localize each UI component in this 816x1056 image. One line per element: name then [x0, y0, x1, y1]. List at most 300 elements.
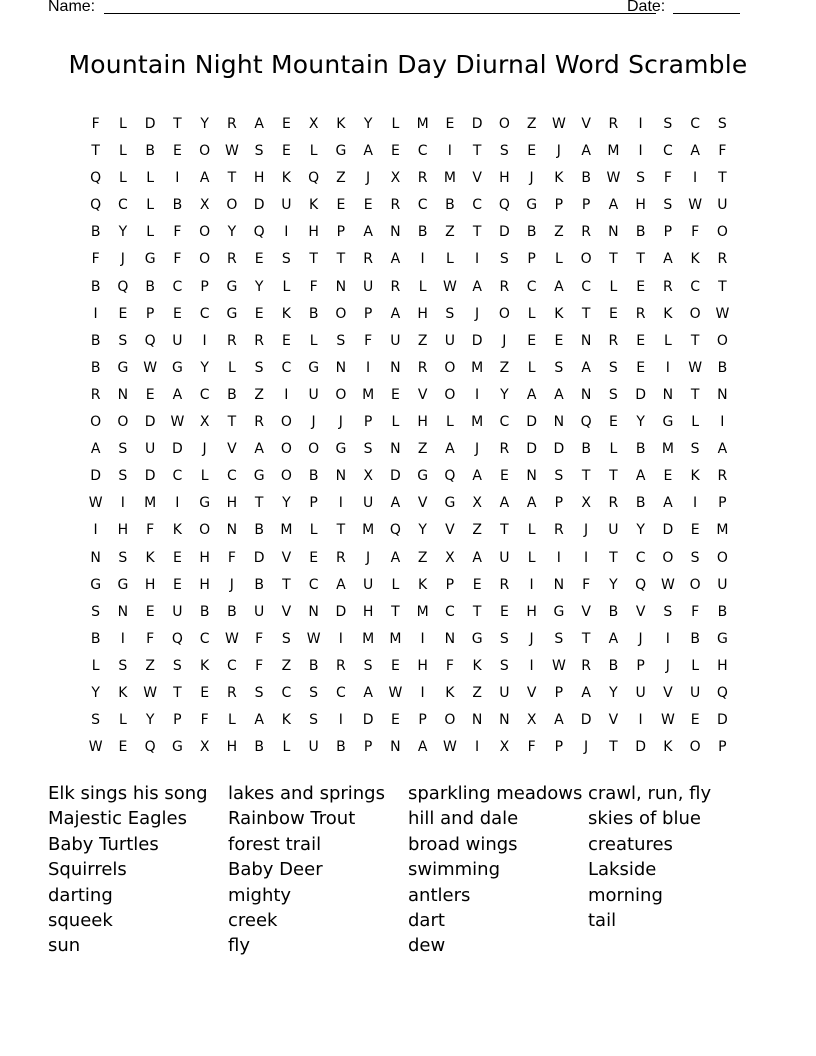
- grid-letter: W: [170, 414, 185, 431]
- grid-letter: G: [471, 630, 483, 647]
- grid-letter: N: [499, 712, 510, 729]
- grid-letter: O: [335, 386, 347, 403]
- word-bank: [48, 781, 768, 959]
- grid-letter: T: [718, 170, 727, 187]
- grid-letter: E: [690, 522, 700, 539]
- grid-letter: F: [173, 251, 182, 268]
- grid-letter: S: [499, 251, 509, 268]
- grid-letter: T: [581, 630, 591, 647]
- grid-letter: E: [281, 332, 291, 349]
- grid-letter: L: [691, 414, 700, 431]
- grid-letter: O: [498, 116, 510, 132]
- grid-letter: S: [118, 657, 128, 674]
- grid-letter: C: [199, 386, 210, 403]
- grid-letter: U: [717, 576, 728, 593]
- grid-letter: R: [90, 386, 101, 403]
- grid-letter: L: [118, 116, 127, 132]
- grid-letter: I: [175, 170, 180, 187]
- grid-letter: N: [117, 603, 129, 620]
- grid-letter: U: [308, 386, 319, 403]
- grid-letter: T: [609, 549, 618, 566]
- grid-letter: E: [172, 305, 182, 322]
- grid-letter: F: [309, 278, 318, 295]
- grid-letter: Q: [117, 278, 129, 295]
- date-blank-line: [673, 13, 740, 14]
- grid-letter: Y: [145, 712, 155, 729]
- grid-row: [82, 412, 736, 439]
- grid-letter: A: [663, 495, 673, 512]
- grid-letter: Q: [308, 170, 320, 187]
- grid-letter: R: [635, 305, 646, 322]
- grid-letter: N: [662, 386, 674, 403]
- grid-letter: Z: [281, 657, 292, 674]
- grid-letter: H: [717, 657, 728, 674]
- grid-letter: A: [472, 468, 482, 485]
- grid-letter: A: [554, 278, 564, 295]
- grid-letter: S: [554, 630, 564, 647]
- grid-letter: R: [363, 251, 373, 268]
- grid-letter: A: [254, 116, 264, 132]
- grid-letter: Z: [417, 332, 428, 349]
- grid-letter: T: [254, 495, 264, 512]
- grid-letter: M: [716, 522, 729, 539]
- word-item: Elk sings his song: [48, 783, 208, 804]
- grid-letter: J: [120, 251, 125, 268]
- grid-letter: O: [716, 332, 728, 349]
- grid-letter: U: [308, 739, 319, 756]
- grid-letter: O: [689, 305, 701, 322]
- grid-letter: H: [417, 414, 428, 431]
- grid-letter: A: [581, 684, 591, 701]
- grid-letter: S: [281, 251, 291, 268]
- grid-letter: B: [308, 468, 319, 485]
- grid-letter: B: [227, 386, 237, 403]
- word-item: Rainbow Trout: [228, 808, 356, 830]
- grid-letter: Z: [254, 386, 264, 403]
- grid-letter: U: [145, 441, 156, 458]
- grid-letter: Z: [472, 684, 482, 701]
- grid-letter: C: [172, 468, 183, 485]
- grid-letter: I: [120, 495, 125, 512]
- grid-letter: V: [581, 116, 591, 132]
- grid-letter: H: [499, 170, 510, 187]
- grid-letter: N: [717, 386, 728, 403]
- grid-letter: O: [444, 386, 456, 403]
- grid-letter: B: [608, 603, 619, 620]
- grid-letter: G: [716, 630, 728, 647]
- grid-letter: J: [475, 305, 480, 322]
- grid-letter: I: [338, 712, 343, 729]
- grid-row: [82, 548, 736, 575]
- grid-letter: T: [690, 386, 700, 403]
- grid-letter: G: [553, 603, 565, 620]
- grid-letter: H: [226, 495, 238, 512]
- grid-row: [82, 439, 736, 466]
- grid-letter: I: [447, 143, 452, 160]
- grid-letter: W: [715, 305, 730, 322]
- grid-letter: C: [499, 414, 510, 431]
- grid-letter: Y: [636, 414, 645, 431]
- grid-letter: I: [665, 630, 670, 647]
- grid-letter: T: [173, 684, 182, 701]
- grid-letter: R: [254, 414, 264, 431]
- grid-letter: N: [444, 630, 456, 647]
- worksheet-header: [48, 0, 748, 20]
- grid-letter: C: [526, 278, 537, 295]
- grid-letter: Q: [90, 197, 102, 214]
- grid-letter: V: [281, 603, 292, 620]
- grid-letter: A: [445, 441, 455, 458]
- grid-letter: T: [690, 332, 700, 349]
- word-item: antlers: [408, 884, 471, 906]
- grid-letter: N: [390, 441, 401, 458]
- grid-letter: Q: [144, 332, 156, 349]
- grid-letter: M: [607, 143, 620, 160]
- grid-letter: C: [417, 143, 428, 160]
- grid-letter: H: [117, 522, 129, 539]
- word-item: Lakside: [588, 859, 657, 881]
- grid-letter: O: [199, 251, 211, 268]
- grid-letter: B: [336, 739, 346, 756]
- grid-letter: R: [581, 657, 591, 674]
- grid-letter: G: [171, 359, 183, 376]
- grid-letter: B: [90, 278, 101, 295]
- grid-letter: I: [529, 576, 534, 593]
- grid-letter: C: [199, 305, 210, 322]
- grid-letter: L: [391, 414, 400, 431]
- grid-letter: E: [172, 143, 182, 160]
- grid-letter: F: [255, 630, 264, 647]
- grid-letter: U: [608, 522, 619, 539]
- grid-letter: U: [717, 197, 728, 214]
- grid-letter: S: [663, 197, 673, 214]
- grid-letter: E: [336, 197, 346, 214]
- grid-letter: F: [91, 116, 100, 132]
- grid-letter: P: [336, 224, 346, 241]
- grid-letter: J: [638, 630, 643, 647]
- grid-letter: F: [200, 712, 209, 729]
- grid-letter: L: [527, 359, 536, 376]
- grid-letter: X: [472, 495, 482, 512]
- grid-letter: K: [309, 197, 319, 214]
- grid-letter: C: [226, 468, 237, 485]
- grid-letter: S: [281, 630, 291, 647]
- grid-letter: T: [609, 251, 618, 268]
- grid-letter: C: [226, 657, 237, 674]
- grid-letter: L: [609, 441, 618, 458]
- grid-letter: E: [527, 332, 537, 349]
- grid-letter: W: [688, 359, 703, 376]
- grid-letter: A: [390, 495, 401, 512]
- grid-letter: H: [226, 739, 238, 756]
- grid-letter: X: [199, 739, 210, 756]
- grid-letter: D: [716, 712, 728, 729]
- grid-letter: Q: [498, 197, 510, 214]
- grid-letter: A: [526, 386, 537, 403]
- grid-letter: X: [308, 116, 319, 132]
- grid-letter: F: [663, 170, 672, 187]
- grid-letter: S: [663, 116, 673, 132]
- grid-letter: J: [338, 414, 343, 431]
- grid-letter: L: [527, 305, 536, 322]
- grid-letter: T: [581, 468, 591, 485]
- grid-letter: T: [91, 143, 100, 160]
- grid-letter: G: [335, 441, 347, 458]
- grid-letter: E: [390, 143, 400, 160]
- grid-letter: R: [336, 549, 346, 566]
- grid-letter: X: [526, 712, 537, 729]
- word-item: fly: [228, 935, 250, 957]
- grid-letter: W: [660, 712, 675, 729]
- grid-letter: Z: [417, 549, 428, 566]
- grid-letter: J: [665, 657, 670, 674]
- grid-letter: T: [282, 576, 291, 593]
- grid-letter: A: [581, 359, 591, 376]
- grid-letter: E: [445, 116, 455, 132]
- grid-letter: J: [556, 143, 561, 160]
- grid-letter: L: [527, 549, 536, 566]
- grid-letter: D: [553, 441, 565, 458]
- grid-letter: A: [390, 251, 401, 268]
- grid-letter: J: [584, 522, 589, 539]
- grid-letter: O: [580, 251, 592, 268]
- grid-letter: C: [417, 197, 428, 214]
- grid-letter: K: [690, 468, 700, 485]
- grid-letter: H: [144, 576, 156, 593]
- grid-letter: E: [499, 603, 509, 620]
- grid-letter: I: [720, 414, 725, 431]
- grid-letter: E: [499, 468, 509, 485]
- grid-letter: J: [229, 576, 234, 593]
- word-item: lakes and springs: [228, 783, 385, 804]
- word-item: Majestic Eagles: [48, 808, 187, 830]
- grid-letter: L: [118, 143, 127, 160]
- grid-letter: G: [117, 359, 129, 376]
- grid-letter: U: [363, 576, 374, 593]
- grid-row: [82, 114, 736, 141]
- grid-letter: A: [254, 441, 264, 458]
- grid-letter: P: [554, 739, 564, 756]
- grid-letter: A: [363, 684, 373, 701]
- grid-letter: E: [390, 712, 400, 729]
- grid-letter: R: [227, 684, 237, 701]
- grid-letter: K: [281, 712, 291, 729]
- grid-letter: S: [118, 468, 128, 485]
- grid-letter: M: [280, 522, 293, 539]
- grid-letter: M: [144, 495, 157, 512]
- grid-letter: K: [118, 684, 128, 701]
- grid-letter: H: [635, 197, 646, 214]
- grid-letter: B: [635, 441, 646, 458]
- word-item: broad wings: [408, 833, 518, 855]
- grid-letter: D: [144, 414, 156, 431]
- grid-letter: O: [117, 414, 129, 431]
- grid-letter: O: [199, 522, 211, 539]
- grid-letter: N: [580, 332, 592, 349]
- grid-letter: N: [308, 603, 319, 620]
- grid-letter: D: [662, 522, 674, 539]
- grid-letter: P: [173, 712, 182, 729]
- grid-letter: S: [608, 386, 618, 403]
- grid-letter: H: [417, 305, 428, 322]
- grid-letter: V: [663, 684, 673, 701]
- grid-letter: B: [90, 359, 101, 376]
- grid-letter: O: [716, 224, 728, 241]
- word-item: sun: [48, 935, 81, 957]
- grid-letter: R: [499, 441, 510, 458]
- grid-letter: H: [199, 576, 210, 593]
- grid-letter: X: [581, 495, 591, 512]
- grid-letter: F: [364, 332, 373, 349]
- grid-letter: Q: [635, 576, 647, 593]
- grid-letter: Q: [716, 684, 728, 701]
- grid-letter: Z: [526, 116, 537, 132]
- grid-letter: G: [308, 359, 320, 376]
- grid-letter: K: [690, 251, 700, 268]
- grid-letter: G: [90, 576, 102, 593]
- grid-letter: T: [336, 522, 346, 539]
- grid-letter: S: [91, 712, 101, 729]
- grid-row: [82, 331, 736, 358]
- grid-letter: Q: [90, 170, 102, 187]
- grid-letter: F: [691, 603, 700, 620]
- grid-letter: A: [336, 576, 346, 593]
- grid-letter: R: [554, 522, 564, 539]
- grid-letter: G: [226, 305, 238, 322]
- word-item: crawl, run, fly: [588, 783, 712, 804]
- grid-letter: D: [144, 116, 156, 132]
- grid-letter: I: [120, 630, 125, 647]
- grid-letter: Q: [444, 468, 456, 485]
- grid-letter: E: [527, 143, 537, 160]
- grid-letter: I: [420, 684, 425, 701]
- grid-letter: E: [636, 359, 646, 376]
- grid-letter: S: [309, 684, 319, 701]
- grid-letter: B: [172, 197, 183, 214]
- grid-letter: B: [581, 441, 591, 458]
- grid-row: [82, 575, 736, 602]
- grid-letter: S: [636, 170, 646, 187]
- grid-letter: L: [118, 170, 127, 187]
- grid-letter: D: [526, 441, 538, 458]
- grid-letter: U: [690, 684, 701, 701]
- grid-letter: I: [556, 549, 561, 566]
- grid-letter: B: [417, 224, 428, 241]
- grid-letter: C: [690, 116, 701, 132]
- grid-letter: B: [635, 495, 646, 512]
- grid-letter: Q: [580, 414, 592, 431]
- grid-letter: W: [442, 739, 457, 756]
- grid-letter: G: [144, 251, 156, 268]
- grid-letter: E: [636, 278, 646, 295]
- grid-letter: P: [445, 576, 455, 593]
- grid-letter: I: [420, 251, 425, 268]
- grid-letter: D: [635, 739, 647, 756]
- grid-letter: F: [91, 251, 100, 268]
- grid-letter: I: [638, 143, 643, 160]
- grid-letter: I: [175, 495, 180, 512]
- word-item: skies of blue: [588, 808, 701, 830]
- grid-letter: F: [527, 739, 536, 756]
- grid-letter: L: [554, 251, 563, 268]
- grid-letter: L: [200, 468, 209, 485]
- grid-letter: G: [444, 495, 456, 512]
- grid-letter: K: [145, 549, 155, 566]
- grid-letter: T: [227, 414, 237, 431]
- grid-letter: V: [526, 684, 537, 701]
- grid-letter: P: [200, 278, 209, 295]
- grid-letter: T: [472, 603, 482, 620]
- grid-letter: W: [388, 684, 403, 701]
- word-item: tail: [588, 910, 617, 932]
- word-item: Squirrels: [48, 859, 127, 881]
- grid-letter: G: [526, 197, 538, 214]
- grid-letter: K: [445, 684, 455, 701]
- grid-letter: L: [691, 657, 700, 674]
- grid-letter: K: [200, 657, 210, 674]
- grid-letter: V: [608, 712, 619, 729]
- grid-letter: A: [199, 170, 210, 187]
- grid-letter: E: [200, 684, 210, 701]
- word-item: swimming: [408, 859, 501, 881]
- grid-letter: J: [529, 630, 534, 647]
- grid-letter: R: [390, 278, 401, 295]
- grid-letter: O: [90, 414, 102, 431]
- grid-letter: T: [173, 116, 182, 132]
- grid-letter: O: [280, 441, 292, 458]
- grid-letter: Y: [500, 386, 509, 403]
- grid-letter: C: [690, 278, 701, 295]
- grid-letter: P: [718, 495, 727, 512]
- grid-letter: O: [199, 224, 211, 241]
- grid-row: [82, 222, 736, 249]
- grid-letter: S: [690, 549, 700, 566]
- grid-letter: Z: [499, 359, 510, 376]
- grid-letter: A: [663, 251, 673, 268]
- grid-letter: L: [309, 332, 318, 349]
- grid-letter: Q: [144, 739, 156, 756]
- name-blank-line: [104, 13, 656, 14]
- grid-letter: I: [665, 359, 670, 376]
- grid-letter: X: [199, 197, 210, 214]
- grid-letter: I: [475, 386, 480, 403]
- grid-letter: D: [635, 386, 647, 403]
- grid-letter: L: [391, 576, 400, 593]
- grid-letter: L: [227, 712, 236, 729]
- grid-letter: G: [335, 143, 347, 160]
- grid-letter: T: [609, 739, 618, 756]
- grid-letter: N: [553, 576, 565, 593]
- grid-letter: A: [472, 549, 482, 566]
- grid-letter: G: [253, 468, 265, 485]
- grid-letter: Y: [118, 224, 128, 241]
- grid-letter: E: [663, 468, 673, 485]
- grid-letter: J: [366, 170, 371, 187]
- grid-letter: R: [608, 116, 619, 132]
- grid-letter: D: [471, 332, 483, 349]
- grid-letter: K: [554, 170, 564, 187]
- grid-letter: B: [717, 603, 728, 620]
- grid-letter: O: [308, 441, 320, 458]
- grid-letter: P: [363, 414, 373, 431]
- grid-letter: O: [444, 712, 456, 729]
- grid-letter: F: [718, 143, 727, 160]
- grid-letter: P: [554, 197, 564, 214]
- grid-letter: I: [638, 712, 643, 729]
- grid-letter: R: [663, 278, 673, 295]
- grid-letter: W: [143, 359, 158, 376]
- grid-letter: M: [416, 116, 429, 132]
